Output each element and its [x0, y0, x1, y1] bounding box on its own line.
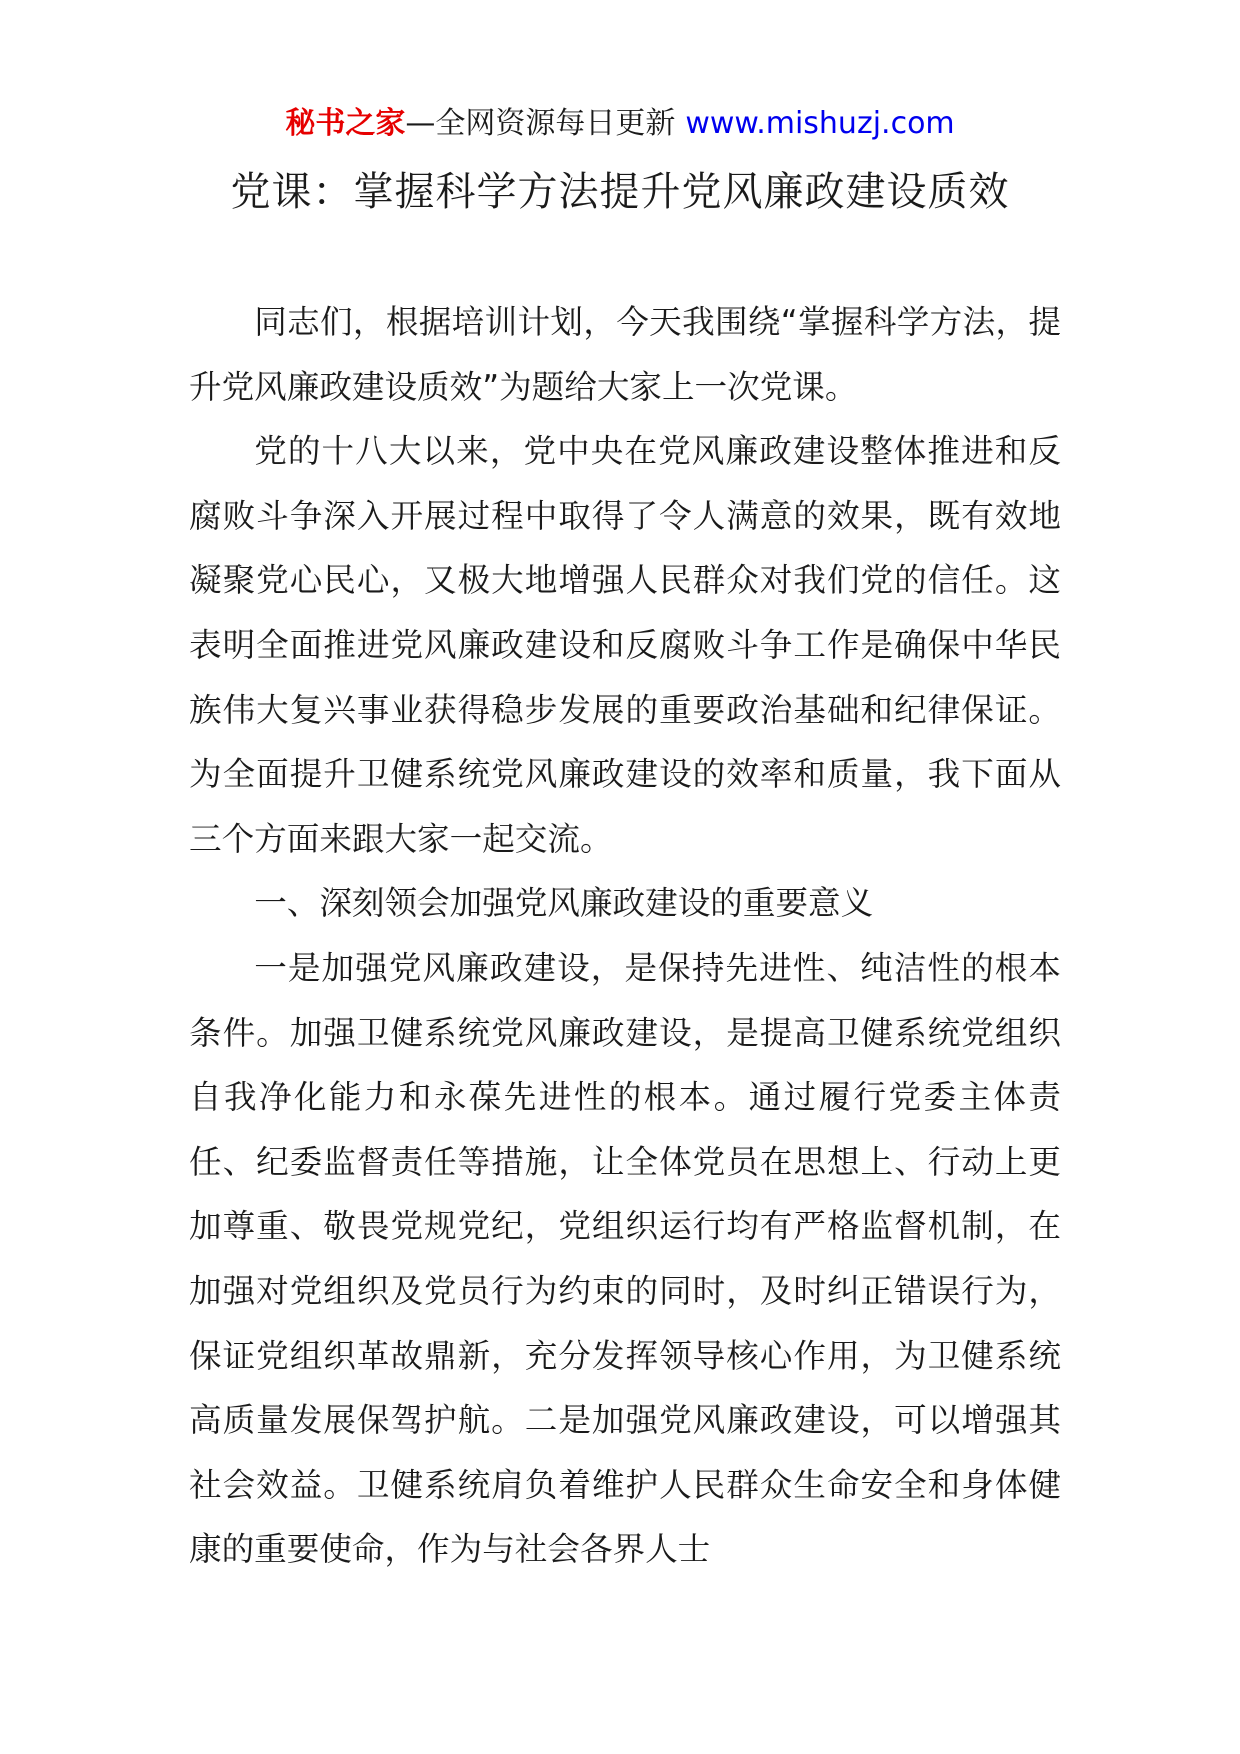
- site-url-link[interactable]: www.mishuzj.com: [685, 106, 955, 141]
- paragraph-intro: 同志们，根据培训计划，今天我围绕“掌握科学方法，提升党风廉政建设质效”为题给大家上一次党课。: [189, 303, 1061, 406]
- document-title: 党课：掌握科学方法提升党风廉政建设质效: [230, 169, 1010, 215]
- brand-name: 秘书之家: [285, 106, 406, 141]
- paragraph-background: 党的十八大以来，党中央在党风廉政建设整体推进和反腐败斗争深入开展过程中取得了令人满意的效果，既有效地凝聚党心民心，又极大地增强人民群众对我们党的信任。这表明全面推进党风廉政建设和反腐败斗争工作是确保中华民族伟大复兴事业获得稳步发展的重要政治基础和纪律保证。为全面提升卫健系统党风廉政建设的效率和质量，我下面从三个方面来跟大家一起交流。: [189, 432, 1061, 858]
- site-tagline: —全网资源每日更新: [405, 106, 676, 141]
- section-heading: 一、深刻领会加强党风廉政建设的重要意义: [254, 884, 874, 923]
- document-body: [189, 290, 1061, 1582]
- paragraph-significance: 一是加强党风廉政建设，是保持先进性、纯洁性的根本条件。加强卫健系统党风廉政建设，是提高卫健系统党组织自我净化能力和永葆先进性的根本。通过履行党委主体责任、纪委监督责任等措施，让全体党员在思想上、行动上更加尊重、敬畏党规党纪，党组织运行均有严格监督机制，在加强对党组织及党员行为约束的同时，及时纠正错误行为，保证党组织革故鼎新，充分发挥领导核心作用，为卫健系统高质量发展保驾护航。二是加强党风廉政建设，可以增强其社会效益。卫健系统肩负着维护人民群众生命安全和身体健康的重要使命，作为与社会各界人士: [189, 948, 1061, 1569]
- site-header: [0, 100, 1240, 148]
